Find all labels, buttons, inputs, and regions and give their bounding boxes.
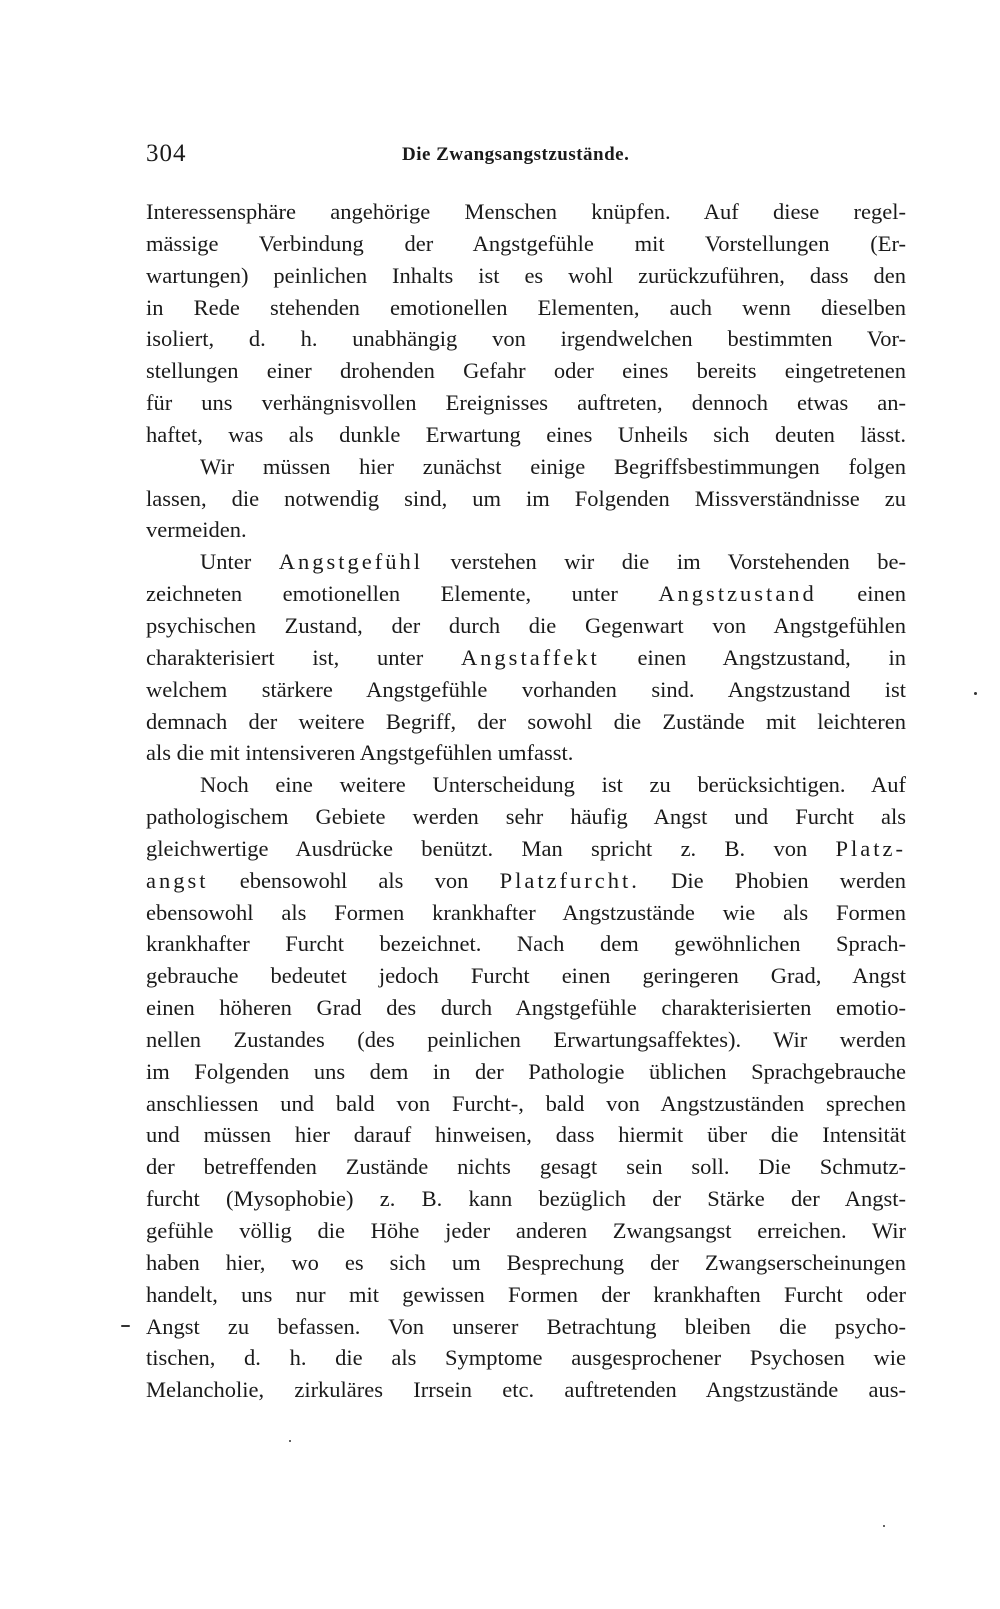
text-line	[146, 928, 906, 960]
text-run: ebensowohl als von	[208, 867, 500, 893]
text-run: handelt, uns nur mit gewissen Formen der krankhaften Furcht oder	[146, 1281, 906, 1307]
scan-speck	[974, 692, 977, 695]
scan-speck	[289, 1440, 291, 1442]
text-run: haben hier, wo es sich um Besprechung der Zwangserscheinungen	[146, 1249, 906, 1275]
text-line	[146, 1374, 906, 1406]
text-run: pathologischem Gebiete werden sehr häufig Angst und Furcht als	[146, 804, 906, 830]
emphasized-term: Platz-	[835, 835, 906, 861]
text-line	[146, 833, 906, 865]
text-run: vermeiden.	[146, 517, 247, 543]
text-run: anschliessen und bald von Furcht-, bald von Angstzuständen sprechen	[146, 1090, 906, 1116]
text-run: welchem stärkere Angstgefühle vorhanden sind. Angstzustand ist	[146, 676, 906, 702]
text-run: gebrauche bedeutet jedoch Furcht einen geringeren Grad, Angst	[146, 963, 906, 989]
text-line	[146, 451, 906, 483]
text-run: Noch eine weitere Unterscheidung ist zu berücksichtigen. Auf	[200, 772, 906, 798]
text-line	[146, 196, 906, 228]
running-head	[146, 140, 906, 174]
text-line	[146, 1119, 906, 1151]
text-run: Die Phobien werden	[639, 867, 906, 893]
emphasized-term: Platzfurcht.	[499, 867, 640, 893]
text-run: charakterisiert ist, unter	[146, 644, 461, 670]
text-line	[146, 1183, 906, 1215]
text-run: verstehen wir die im Vorstehenden be-	[423, 549, 906, 575]
text-run: ebensowohl als Formen krankhafter Angstzustände wie als Formen	[146, 899, 906, 925]
text-run: einen	[816, 581, 906, 607]
emphasized-term: Angstaffekt	[460, 644, 600, 670]
text-line	[146, 228, 906, 260]
text-run: Wir müssen hier zunächst einige Begriffsbestimmungen folgen	[200, 453, 906, 479]
text-line	[146, 1151, 906, 1183]
scan-speck	[883, 1525, 885, 1527]
text-run: wartungen) peinlichen Inhalts ist es wohl zurückzuführen, dass den	[146, 262, 906, 288]
text-line	[146, 1279, 906, 1311]
text-line	[146, 674, 906, 706]
text-run: gleichwertige Ausdrücke benützt. Man spricht z. B. von	[146, 835, 836, 861]
text-line	[146, 355, 906, 387]
text-line	[146, 387, 906, 419]
text-line	[146, 642, 906, 674]
text-run: einen höheren Grad des durch Angstgefühle charakterisierten emotio-	[146, 995, 906, 1021]
text-run: im Folgenden uns dem in der Pathologie üblichen Sprachgebrauche	[146, 1058, 906, 1084]
text-line	[146, 514, 906, 546]
text-line	[146, 1342, 906, 1374]
text-run: und müssen hier darauf hinweisen, dass hiermit über die Intensität	[146, 1122, 906, 1148]
text-line	[146, 865, 906, 897]
text-run: haftet, was als dunkle Erwartung eines Unheils sich deuten lässt.	[146, 421, 906, 447]
text-run: für uns verhängnisvollen Ereignisses auftreten, dennoch etwas an-	[146, 390, 906, 416]
text-line	[146, 1311, 906, 1343]
text-run: Angst zu befassen. Von unserer Betrachtung bleiben die psycho-	[146, 1313, 906, 1339]
text-run: isoliert, d. h. unabhängig von irgendwelchen bestimmten Vor-	[146, 326, 906, 352]
text-line	[146, 769, 906, 801]
emphasized-term: Angstzustand	[658, 581, 817, 607]
page-number: 304	[146, 140, 187, 167]
text-line	[146, 1215, 906, 1247]
text-run: mässige Verbindung der Angstgefühle mit Vorstellungen (Er-	[146, 230, 906, 256]
text-run: krankhafter Furcht bezeichnet. Nach dem gewöhnlichen Sprach-	[146, 931, 906, 957]
text-run: zeichneten emotionellen Elemente, unter	[146, 581, 659, 607]
text-line	[146, 292, 906, 324]
text-run: Unter	[200, 549, 279, 575]
text-run: Interessensphäre angehörige Menschen knüpfen. Auf diese regel-	[146, 199, 906, 224]
text-run: nellen Zustandes (des peinlichen Erwartungsaffektes). Wir werden	[146, 1026, 906, 1052]
text-line	[146, 260, 906, 292]
text-run: gefühle völlig die Höhe jeder anderen Zwangsangst erreichen. Wir	[146, 1218, 906, 1243]
text-line	[146, 706, 906, 738]
text-run: als die mit intensiveren Angstgefühlen umfasst.	[146, 740, 574, 766]
text-run: einen Angstzustand, in	[599, 644, 906, 670]
emphasized-term: angst	[146, 867, 209, 893]
text-run: in Rede stehenden emotionellen Elementen, auch wenn dieselben	[146, 294, 906, 320]
text-line	[146, 323, 906, 355]
text-line	[146, 801, 906, 833]
text-line	[146, 483, 906, 515]
text-run: psychischen Zustand, der durch die Gegenwart von Angstgefühlen	[146, 612, 906, 638]
text-run: lassen, die notwendig sind, um im Folgenden Missverständnisse zu	[146, 485, 906, 511]
text-run: der betreffenden Zustände nichts gesagt sein soll. Die Schmutz-	[146, 1154, 906, 1180]
text-line	[146, 897, 906, 929]
text-line	[146, 546, 906, 578]
text-line	[146, 1024, 906, 1056]
text-line	[146, 419, 906, 451]
scan-speck	[121, 1325, 130, 1327]
text-run: Melancholie, zirkuläres Irrsein etc. auftretenden Angstzustände aus-	[146, 1377, 906, 1403]
text-line	[146, 610, 906, 642]
text-line	[146, 737, 906, 769]
text-line	[146, 1088, 906, 1120]
text-line	[146, 960, 906, 992]
body-text	[146, 196, 906, 1406]
text-line	[146, 992, 906, 1024]
emphasized-term: Angstgefühl	[278, 549, 424, 575]
text-run: furcht (Mysophobie) z. B. kann bezüglich der Stärke der Angst-	[146, 1186, 906, 1212]
text-run: stellungen einer drohenden Gefahr oder eines bereits eingetretenen	[146, 358, 906, 384]
text-line	[146, 578, 906, 610]
text-line	[146, 1056, 906, 1088]
text-run: tischen, d. h. die als Symptome ausgesprochener Psychosen wie	[146, 1345, 906, 1371]
running-title: Die Zwangsangstzustände.	[402, 144, 630, 165]
text-line	[146, 1247, 906, 1279]
text-run: demnach der weitere Begriff, der sowohl die Zustände mit leichteren	[146, 708, 906, 734]
